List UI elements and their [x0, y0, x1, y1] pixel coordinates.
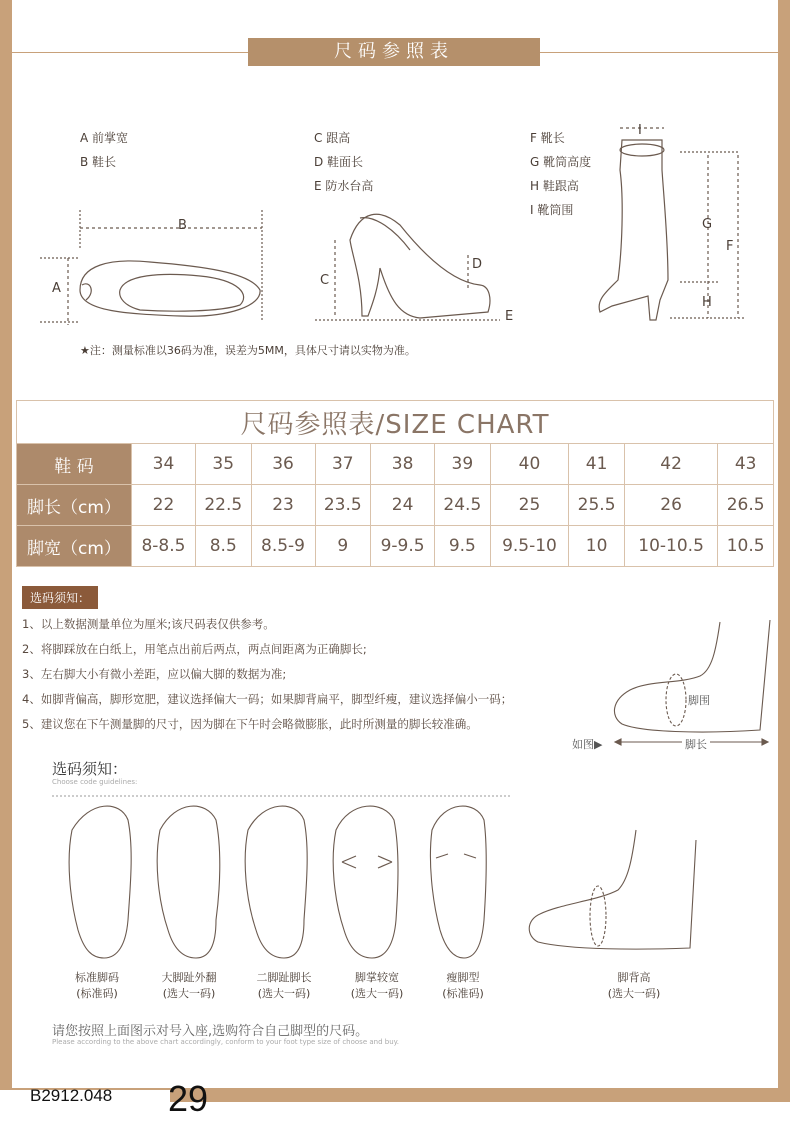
flat-shoe-outline [80, 261, 260, 316]
legend-b: B 鞋长 [80, 155, 117, 169]
list-item: 5、建议您在下午测量脚的尺寸，因为脚在下午时会略微膨胀，此时所测量的脚长较准确。 [22, 717, 478, 731]
list-item: 2、将脚踩放在白纸上，用笔点出前后两点，两点间距离为正确脚长; [22, 642, 367, 656]
foot-type-advice: (选大一码) [607, 987, 661, 1000]
table-cell: 26 [624, 485, 717, 526]
list-item: 4、如脚背偏高，脚形宽肥，建议选择偏大一码；如果脚背扁平，脚型纤瘦，建议选择偏小一码； [22, 692, 513, 706]
dim-h-label: H [702, 295, 712, 310]
foot-type-bunion [149, 970, 229, 1002]
table-cell: 38 [371, 444, 435, 485]
table-row [17, 444, 774, 485]
legend-c: C 跟高 [314, 131, 351, 145]
boot-outline [599, 140, 668, 320]
foot-type-advice: (标准码) [76, 987, 118, 1000]
table-cell: 23.5 [315, 485, 371, 526]
foot-circumference-label: 脚围 [688, 694, 710, 707]
foot-type-advice: (标准码) [442, 987, 484, 1000]
foot-slim-outline [430, 806, 486, 958]
dim-d-label: D [472, 257, 483, 272]
foot-type-slim [423, 970, 503, 1002]
table-cell: 8-8.5 [132, 526, 196, 567]
legend-i: I 靴筒围 [530, 203, 574, 217]
table-cell: 36 [251, 444, 315, 485]
table-cell: 8.5 [195, 526, 251, 567]
table-cell: 23 [251, 485, 315, 526]
instruction-text: 请您按照上面图示对号入座,选购符合自己脚型的尺码。 [52, 1024, 369, 1039]
foot-length-label: 脚长 [682, 736, 710, 752]
foot-types-subtitle: Choose code guidelines: [52, 778, 138, 786]
foot-type-wide [337, 970, 417, 1002]
foot-type-name: 脚掌较宽 [355, 971, 399, 984]
foot-type-name: 二脚趾脚长 [256, 971, 312, 984]
table-cell: 42 [624, 444, 717, 485]
dim-c-label: C [320, 273, 330, 288]
table-row [17, 526, 774, 567]
legend-e: E 防水台高 [314, 179, 374, 193]
table-cell: 39 [435, 444, 491, 485]
row-header-width: 脚宽（cm） [17, 526, 132, 567]
pump-shoe-outline [350, 214, 490, 318]
table-cell: 43 [718, 444, 774, 485]
pump-legend [314, 126, 373, 198]
dim-g-label: G [702, 217, 713, 232]
legend-f: F 靴长 [530, 131, 565, 145]
table-cell: 10-10.5 [624, 526, 717, 567]
table-cell: 10.5 [718, 526, 774, 567]
table-cell: 40 [490, 444, 569, 485]
table-cell: 9 [315, 526, 371, 567]
table-cell: 24 [371, 485, 435, 526]
page-number: 29 [168, 1078, 209, 1119]
table-cell: 9.5-10 [490, 526, 569, 567]
foot-standard-outline [69, 806, 131, 958]
side-foot-outline [614, 620, 770, 732]
list-item: 1、以上数据测量单位为厘米;该尺码表仅供参考。 [22, 617, 275, 631]
foot-type-second-toe [244, 970, 324, 1002]
table-row [17, 485, 774, 526]
guide-list [22, 612, 512, 737]
table-cell: 8.5-9 [251, 526, 315, 567]
page-title-banner: 尺码参照表 [248, 38, 540, 66]
foot-type-advice: (选大一码) [257, 987, 311, 1000]
table-cell: 10 [569, 526, 625, 567]
table-cell: 34 [132, 444, 196, 485]
list-item: 3、左右脚大小有微小差距，应以偏大脚的数据为准; [22, 667, 287, 681]
foot-type-standard [57, 970, 137, 1002]
foot-type-high-instep [594, 970, 674, 1002]
instruction-text-en: Please according to the above chart accordingly, conform to your foot type size of choose and buy. [52, 1038, 400, 1046]
shoe-diagrams [0, 0, 790, 400]
table-cell: 22 [132, 485, 196, 526]
legend-a: A 前掌宽 [80, 131, 129, 145]
foot-type-name: 大脚趾外翻 [161, 971, 217, 984]
dim-f-label: F [726, 239, 734, 254]
row-header-size: 鞋 码 [17, 444, 132, 485]
foot-wide-outline [333, 806, 398, 958]
foot-type-advice: (选大一码) [350, 987, 404, 1000]
foot-type-advice: (选大一码) [162, 987, 216, 1000]
foot-high-instep-outline [529, 830, 696, 949]
size-chart-title-row [17, 401, 774, 444]
boot-legend [530, 126, 591, 222]
foot-type-name: 标准脚码 [75, 971, 119, 984]
as-shown-label: 如图▶ [572, 738, 603, 751]
foot-second-toe-outline [245, 806, 307, 958]
table-cell: 9-9.5 [371, 526, 435, 567]
foot-bunion-outline [157, 806, 220, 958]
dim-i-label: I [638, 123, 642, 138]
table-cell: 37 [315, 444, 371, 485]
dim-e-label: E [505, 309, 514, 324]
dim-a-label: A [52, 281, 61, 296]
foot-circumference-ring [666, 674, 686, 726]
table-cell: 9.5 [435, 526, 491, 567]
table-cell: 35 [195, 444, 251, 485]
table-cell: 25 [490, 485, 569, 526]
foot-type-name: 脚背高 [617, 971, 651, 984]
size-chart-table [16, 400, 774, 567]
foot-type-name: 瘦脚型 [446, 971, 480, 984]
size-chart-title: 尺码参照表/SIZE CHART [17, 401, 774, 444]
flat-legend [80, 126, 128, 174]
table-cell: 22.5 [195, 485, 251, 526]
legend-h: H 鞋跟高 [530, 179, 579, 193]
table-cell: 24.5 [435, 485, 491, 526]
dim-b-label: B [178, 218, 187, 233]
legend-d: D 鞋面长 [314, 155, 364, 169]
foot-types-title: 选码须知： [52, 760, 128, 778]
table-cell: 25.5 [569, 485, 625, 526]
guide-tag: 选码须知： [22, 586, 98, 609]
table-cell: 41 [569, 444, 625, 485]
table-cell: 26.5 [718, 485, 774, 526]
frame-bottom-border [170, 1088, 790, 1102]
product-code: B2912.048 [30, 1086, 113, 1105]
legend-g: G 靴筒高度 [530, 155, 592, 169]
row-header-length: 脚长（cm） [17, 485, 132, 526]
measurement-note: ★注：测量标准以36码为准，误差为5MM，具体尺寸请以实物为准。 [80, 344, 416, 357]
